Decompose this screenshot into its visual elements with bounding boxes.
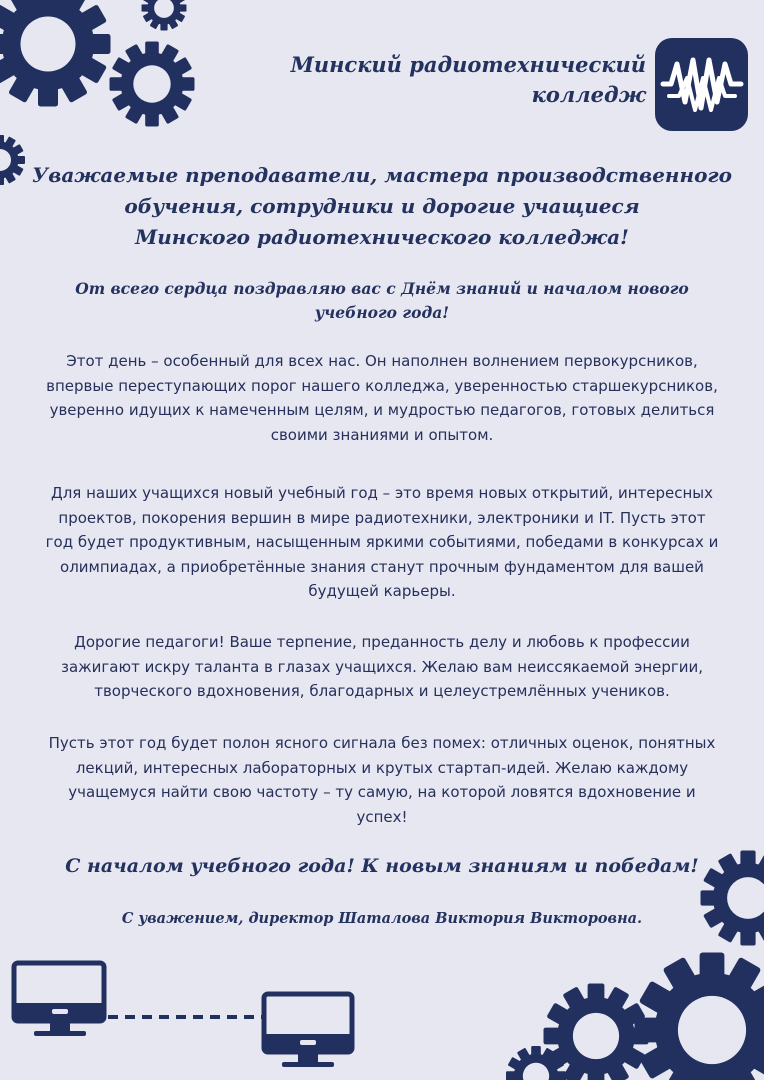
paragraph-line: творческого вдохновения, благодарных и целеустремлённых учеников. [94, 682, 670, 701]
college-logo [655, 38, 748, 131]
paragraph-line: олимпиадах, а приобретённые знания станут прочным фундаментом для вашей [60, 557, 704, 576]
paragraph-line: год будет продуктивным, насыщенным яркими событиями, победами в конкурсах и [45, 533, 719, 552]
computer-monitor-icon [14, 963, 104, 1036]
paragraph-line: своими знаниями и опытом. [270, 425, 494, 444]
paragraph-line: Этот день – особенный для всех нас. Он наполнен волнением первокурсников, [66, 352, 698, 370]
paragraph-line: учащемуся найти свою частоту – ту самую, на которой ловятся вдохновение и [68, 783, 696, 802]
greeting-line: Уважаемые преподаватели, мастера производственного [31, 163, 733, 187]
college-name [291, 50, 646, 110]
paragraph-wishes [40, 731, 724, 829]
network-computers-decoration [0, 955, 370, 1080]
signal-wave-logo-icon [655, 38, 748, 131]
paragraph-line: успех! [356, 807, 408, 826]
paragraph-line: будущей карьеры. [308, 582, 456, 601]
greeting-title [30, 160, 734, 253]
college-name-line2: колледж [531, 82, 646, 107]
paragraph-line: Дорогие педагоги! Ваше терпение, преданность делу и любовь к профессии [74, 633, 690, 651]
paragraph-line: впервые переступающих порог нашего колледжа, уверенностью старшекурсников, [46, 376, 718, 395]
paragraph-line: Пусть этот год будет полон ясного сигнала без помех: отличных оценок, понятных [48, 734, 716, 752]
director-signature: С уважением, директор Шаталова Виктория Викторовна. [121, 910, 643, 927]
greeting-line: обучения, сотрудники и дорогие учащиеся [124, 194, 640, 218]
paragraph-teachers [40, 630, 724, 704]
closing-slogan: С началом учебного года! К новым знаниям и победам! [65, 855, 699, 877]
computer-monitor-icon [264, 994, 352, 1067]
paragraph-line: Для наших учащихся новый учебный год – это время новых открытий, интересных [50, 484, 714, 502]
greeting-line: Минского радиотехнического колледжа! [135, 225, 629, 249]
paragraph-line: лекций, интересных лабораторных и крутых стартап-идей. Желаю каждому [75, 758, 689, 777]
congratulation-subtitle [40, 277, 724, 325]
paragraph-first-day [40, 349, 724, 447]
paragraph-line: проектов, покорения вершин в мире радиотехники, электроники и IT. Пусть этот [58, 508, 706, 527]
subtitle-line: От всего сердца поздравляю вас с Днём знаний и началом нового [75, 279, 689, 298]
paragraph-line: уверенно идущих к намеченным целям, и мудростью педагогов, готовых делиться [49, 401, 715, 420]
paragraph-line: зажигают искру таланта в глазах учащихся. Желаю вам неиссякаемой энергии, [60, 657, 704, 676]
paragraph-students [40, 481, 724, 604]
college-name-line1: Минский радиотехнический [290, 52, 646, 77]
subtitle-line: учебного года! [314, 303, 450, 322]
